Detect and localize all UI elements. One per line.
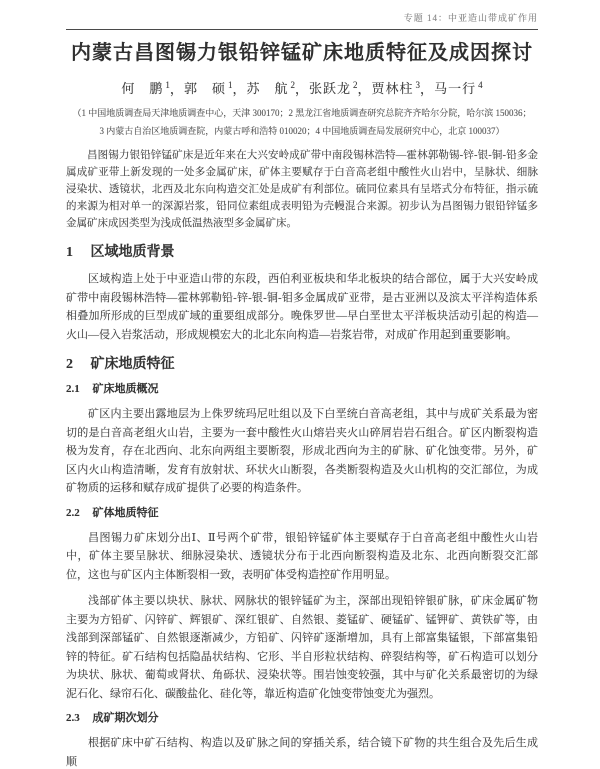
section-number: 2 (66, 357, 73, 373)
abstract-paragraph: 昌图锡力银铅锌锰矿床是近年来在大兴安岭成矿带中南段锡林浩特—霍林郭勒锡-锌-银-铜-铅多金属成矿亚带上新发现的一处多金属矿床，矿体主要赋存于白音高老组中酸性火山岩中，呈脉状、细脉浸染状、透镜状，北西及北东向构造交汇处是成矿有利部位。硫同位素具有呈塔式分布特征，指示硫的来源为相对单一的深源岩浆，铅同位素组成表明铅为壳幔混合来源。初步认为昌图锡力银铅锌锰多金属矿床成因类型为浅成低温热液型多金属矿床。 (66, 150, 538, 230)
subsection-title: 矿体地质特征 (92, 506, 159, 519)
page-title: 内蒙古昌图锡力银铅锌锰矿床地质特征及成因探讨 (71, 42, 533, 64)
subsection-heading-2-3 (66, 711, 538, 726)
author: 何 鹏 $^1$ (121, 80, 170, 97)
subsection-2-3-paragraph: 根据矿床中矿石结构、构造以及矿脉之间的穿插关系，结合镜下矿物的共生组合及先后生成顺 (66, 737, 538, 768)
subsection-number: 2.1 (66, 383, 80, 396)
section-title: 区域地质背景 (90, 245, 175, 261)
section-heading-1 (66, 244, 538, 262)
affiliation-line-1: （1 中国地质调查局天津地质调查中心，天津 300170；2 黑龙江省地质调查研究总院齐齐哈尔分院，哈尔滨 150036； (72, 108, 532, 119)
author: 马一行 $^4$ (434, 80, 483, 97)
author: 郭 硕 $^1$ (183, 80, 233, 97)
subsection-2-2-paragraph-1: 昌图锡力矿床划分出Ⅰ、Ⅱ号两个矿带，银铅锌锰矿体主要赋存于白音高老组中酸性火山岩中，矿体主要呈脉状、细脉浸染状、透镜状分布于北西向断裂构造及北东、北西向断裂交汇部位，这也与矿区内主体断裂相一致，表明矿体受构造控矿作用明显。 (66, 531, 538, 581)
subsection-number: 2.3 (66, 712, 80, 725)
author: 苏 航 $^2$ (246, 80, 295, 97)
subsection-2-2-paragraph-2: 浅部矿体主要以块状、脉状、网脉状的银锌锰矿为主，深部出现铅锌银矿脉，矿床金属矿物主要为方铅矿、闪锌矿、辉银矿、深红银矿、自然银、菱锰矿、硬锰矿、锰钾矿、黄铁矿等，由浅部到深部锰矿、自然银逐渐减少，方铅矿、闪锌矿逐渐增加，具有上部富集锰银，下部富集铅锌的特征。矿石结构包括隐晶状结构、它形、半自形粒状结构、碎裂结构等，矿石构造可以划分为块状、脉状、葡萄或肾状、角砾状、浸染状等。围岩蚀变较强，其中与矿化关系最密切的为绿泥石化、绿帘石化、碳酸盐化、硅化等，靠近构造矿化蚀变带蚀变尤为强烈。 (66, 595, 538, 700)
subsection-2-1-paragraph: 矿区内主要出露地层为上侏罗统玛尼吐组以及下白垩统白音高老组，其中与成矿关系最为密切的是白音高老组火山岩，主要为一套中酸性火山熔岩夹火山碎屑岩岩石组合。矿区内断裂构造极为发育，存在北西向、北东向两组主要断裂，形成北西向为主的矿脉、矿化蚀变带。另外，矿区内火山构造清晰，发育有放射状、环状火山断裂，各类断裂构造及火山机构的交汇部位，为成矿物质的运移和赋存成矿提供了必要的构造条件。 (66, 408, 538, 495)
author: 贾林柱 $^3$ (371, 80, 421, 97)
subsection-heading-2-1 (66, 382, 538, 397)
authors-line: 何 鹏 $^1$，郭 硕 $^1$，苏 航 $^2$，张跃龙 $^2$，贾林柱 $^3$，马一行 $^4$ (121, 80, 483, 97)
section-1-paragraph: 区域构造上处于中亚造山带的东段，西伯利亚板块和华北板块的结合部位，属于大兴安岭成矿带中南段锡林浩特—霍林郭勒铅-锌-银-铜-钼多金属成矿亚带，是古亚洲以及滨太平洋构造体系相叠加所形成的巨型成矿域的重要组成部分。晚侏罗世—早白垩世太平洋板块活动引起的构造—火山—侵入岩浆活动，形成规模宏大的北北东向构造—岩浆岩带，对成矿作用起到重要影响。 (66, 273, 538, 341)
section-heading-2 (66, 356, 538, 374)
author: 张跃龙 $^2$ (309, 80, 358, 97)
subsection-heading-2-2 (66, 506, 538, 521)
affiliation-line-2: 3 内蒙古自治区地质调查院，内蒙古呼和浩特 010020；4 中国地质调查局发展研究中心，北京 100037） (99, 126, 505, 137)
section-number: 1 (66, 245, 73, 261)
subsection-title: 成矿期次划分 (92, 712, 159, 725)
subsection-number: 2.2 (66, 506, 80, 519)
section-title: 矿床地质特征 (90, 357, 175, 373)
affiliations-block (66, 104, 538, 140)
running-head: 专题 14：中亚造山带成矿作用 (66, 12, 538, 30)
subsection-title: 矿床地质概况 (92, 383, 159, 396)
